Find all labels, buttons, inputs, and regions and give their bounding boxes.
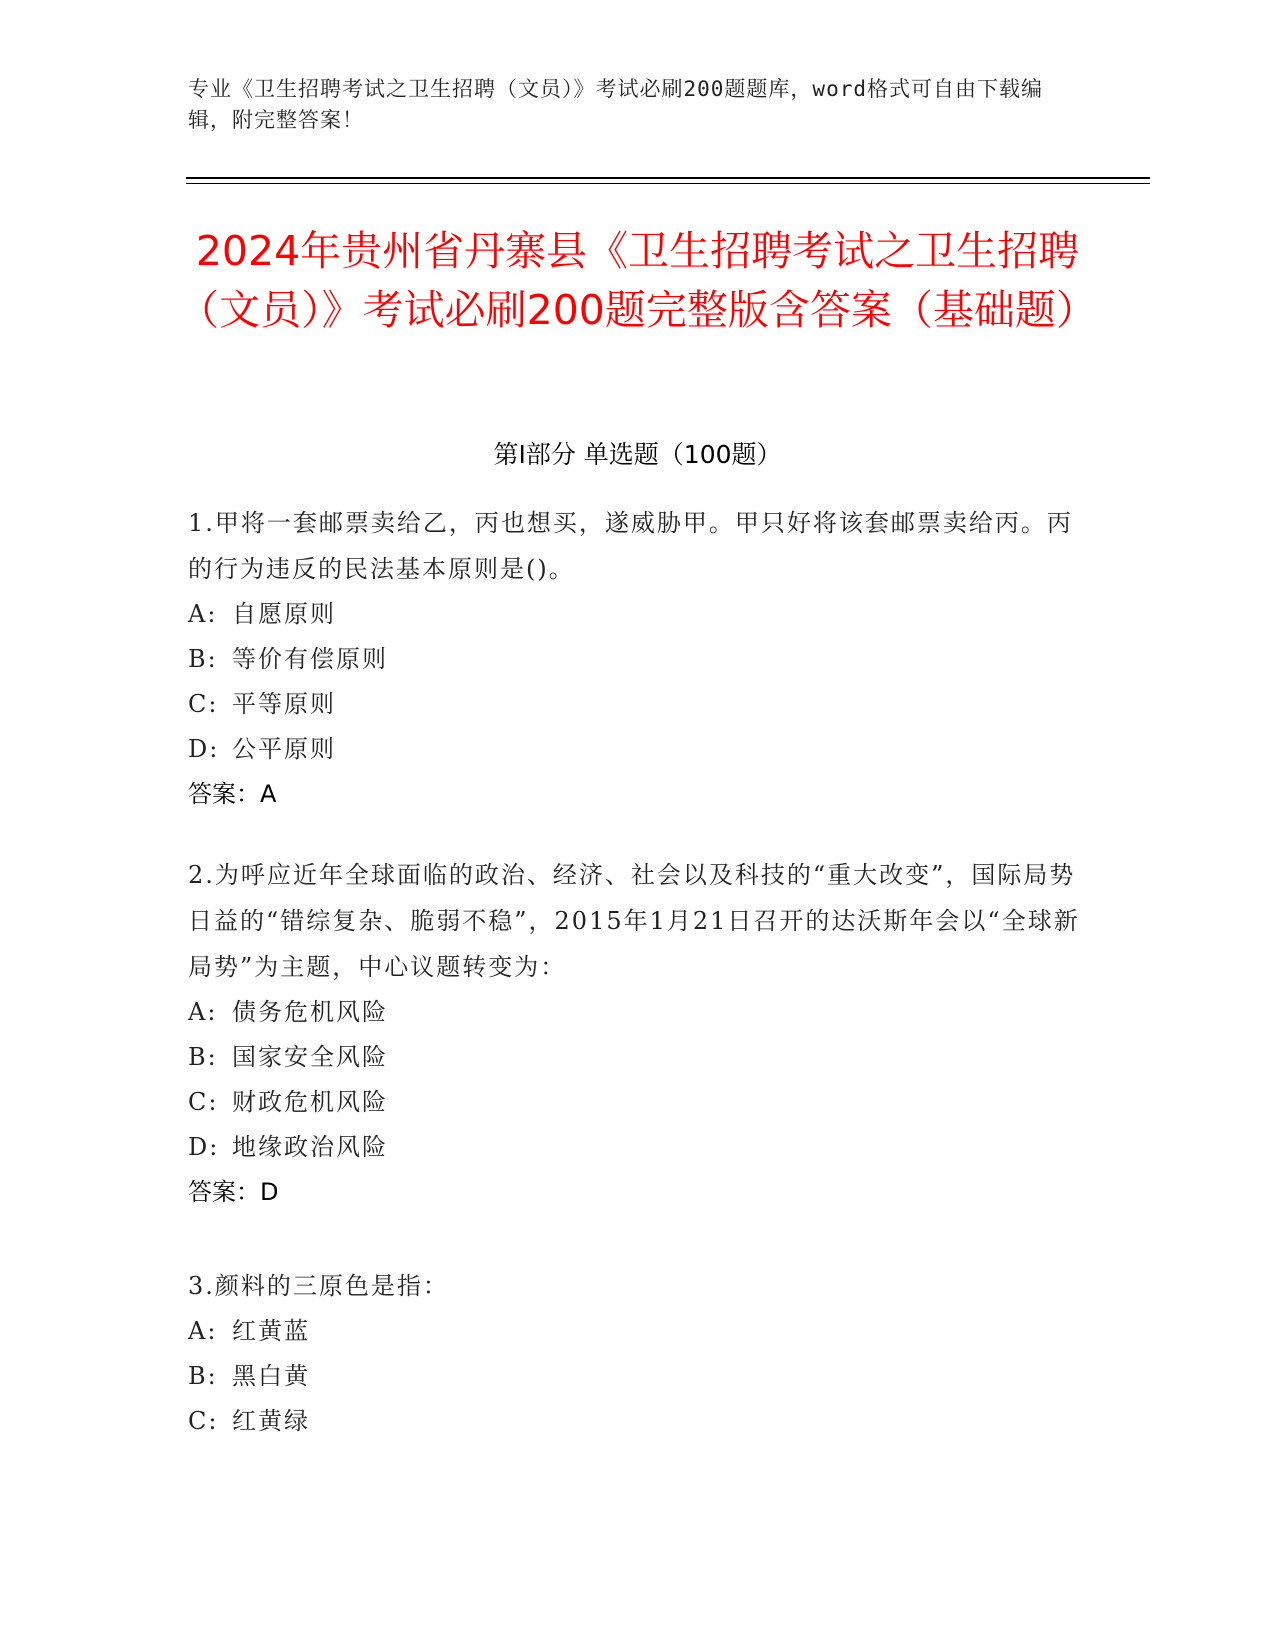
header-rule-thin bbox=[186, 183, 1150, 184]
answer-label: 答案： bbox=[188, 780, 260, 808]
option-d bbox=[188, 1125, 1088, 1170]
section-title: 第Ⅰ部分 单选题（100题） bbox=[493, 440, 782, 469]
option-text: 财政危机风险 bbox=[232, 1088, 388, 1116]
option-text: 公平原则 bbox=[232, 735, 336, 763]
option-text: 红黄蓝 bbox=[232, 1317, 310, 1345]
answer-value: D bbox=[260, 1178, 279, 1206]
option-text: 平等原则 bbox=[232, 690, 336, 718]
option-letter: A: bbox=[188, 1317, 218, 1345]
answer-line bbox=[188, 772, 1088, 817]
option-c bbox=[188, 1399, 1088, 1444]
question-2 bbox=[188, 852, 1088, 1215]
option-text: 国家安全风险 bbox=[232, 1043, 388, 1071]
option-letter: A: bbox=[188, 600, 218, 628]
option-text: 自愿原则 bbox=[232, 600, 336, 628]
answer-label: 答案： bbox=[188, 1178, 260, 1206]
answer-value: A bbox=[260, 780, 277, 808]
document-title: 2024年贵州省丹寨县《卫生招聘考试之卫生招聘（文员）》考试必刷200题完整版含答案（基础题） bbox=[178, 227, 1097, 334]
option-a bbox=[188, 592, 1088, 637]
option-text: 债务危机风险 bbox=[232, 998, 388, 1026]
option-a bbox=[188, 990, 1088, 1035]
question-stem: 2.为呼应近年全球面临的政治、经济、社会以及科技的“重大改变”，国际局势日益的“错综复杂、脆弱不稳”，2015年1月21日召开的达沃斯年会以“全球新局势”为主题，中心议题转变为： bbox=[188, 861, 1080, 981]
option-a bbox=[188, 1309, 1088, 1354]
option-text: 黑白黄 bbox=[232, 1362, 310, 1390]
header-rule-thick bbox=[186, 177, 1150, 179]
option-letter: B: bbox=[188, 645, 218, 673]
question-stem: 1.甲将一套邮票卖给乙，丙也想买，遂威胁甲。甲只好将该套邮票卖给丙。丙的行为违反的民法基本原则是()。 bbox=[188, 509, 1073, 583]
option-letter: B: bbox=[188, 1362, 218, 1390]
option-d bbox=[188, 727, 1088, 772]
option-letter: D: bbox=[188, 735, 220, 763]
option-text: 红黄绿 bbox=[232, 1407, 310, 1435]
answer-line bbox=[188, 1170, 1088, 1215]
option-text: 等价有偿原则 bbox=[232, 645, 388, 673]
option-letter: A: bbox=[188, 998, 218, 1026]
option-text: 地缘政治风险 bbox=[232, 1133, 388, 1161]
option-c bbox=[188, 1080, 1088, 1125]
option-letter: C: bbox=[188, 690, 219, 718]
option-c bbox=[188, 682, 1088, 727]
option-letter: D: bbox=[188, 1133, 220, 1161]
question-1 bbox=[188, 500, 1088, 817]
option-b bbox=[188, 1035, 1088, 1080]
header-note: 专业《卫生招聘考试之卫生招聘（文员）》考试必刷200题题库，word格式可自由下载编辑，附完整答案！ bbox=[188, 77, 1043, 132]
question-stem: 3.颜料的三原色是指： bbox=[188, 1272, 449, 1300]
option-letter: C: bbox=[188, 1407, 219, 1435]
option-letter: C: bbox=[188, 1088, 219, 1116]
option-letter: B: bbox=[188, 1043, 218, 1071]
question-3 bbox=[188, 1263, 1088, 1444]
option-b bbox=[188, 1354, 1088, 1399]
option-b bbox=[188, 637, 1088, 682]
